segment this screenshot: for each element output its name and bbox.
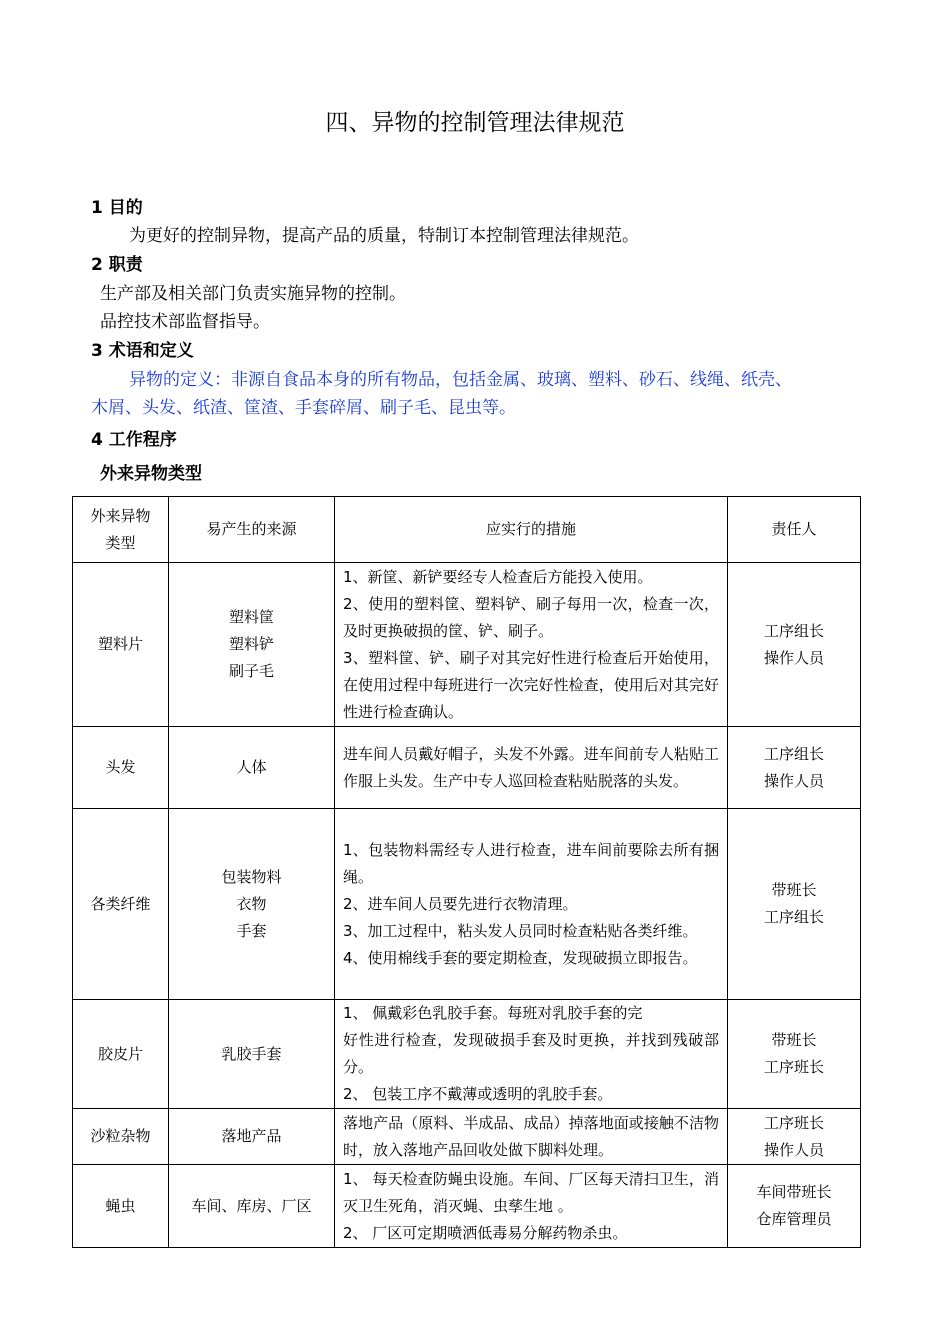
- section-1-text: 为更好的控制异物，提高产品的质量，特制订本控制管理法律规范。: [129, 226, 639, 246]
- cell-owner: 带班长 工序组长: [728, 809, 861, 1000]
- section-3-heading: 3 术语和定义: [91, 341, 194, 361]
- header-type: 外来异物 类型: [73, 497, 169, 563]
- cell-source: 人体: [169, 727, 335, 809]
- definition-line-1: 异物的定义：非源自食品本身的所有物品，包括金属、玻璃、塑料、砂石、线绳、纸壳、: [129, 370, 792, 390]
- section-4-heading: 4 工作程序: [91, 430, 177, 450]
- cell-measures: 进车间人员戴好帽子，头发不外露。进车间前专人粘贴工作服上头发。生产中专人巡回检查粘贴脱落的头发。: [335, 727, 728, 809]
- section-2-heading: 2 职责: [91, 255, 143, 275]
- table-row: [73, 1000, 861, 1109]
- header-owner: 责任人: [728, 497, 861, 563]
- cell-measures: 落地产品（原料、半成品、成品）掉落地面或接触不洁物时，放入落地产品回收处做下脚料处理。: [335, 1109, 728, 1165]
- table-row: [73, 809, 861, 1000]
- cell-source: 包装物料 衣物 手套: [169, 809, 335, 1000]
- cell-source: 塑料筐 塑料铲 刷子毛: [169, 563, 335, 727]
- cell-measures: 1、 佩戴彩色乳胶手套。每班对乳胶手套的完 好性进行检查，发现破损手套及时更换，并找到残破部分。 2、 包装工序不戴薄或透明的乳胶手套。: [335, 1000, 728, 1109]
- cell-type: 蝇虫: [73, 1165, 169, 1248]
- cell-type: 沙粒杂物: [73, 1109, 169, 1165]
- table-caption: 外来异物类型: [100, 464, 202, 484]
- section-2-line-1: 生产部及相关部门负责实施异物的控制。: [100, 284, 406, 304]
- cell-type: 塑料片: [73, 563, 169, 727]
- cell-measures: 1、包装物料需经专人进行检查，进车间前要除去所有捆绳。 2、进车间人员要先进行衣物清理。 3、加工过程中，粘头发人员同时检查粘贴各类纤维。 4、使用棉线手套的要定期检查，发现破损立即报告。: [335, 809, 728, 1000]
- cell-source: 落地产品: [169, 1109, 335, 1165]
- cell-owner: 工序班长 操作人员: [728, 1109, 861, 1165]
- cell-owner: 工序组长 操作人员: [728, 727, 861, 809]
- table-row: [73, 1109, 861, 1165]
- cell-measures: 1、 每天检查防蝇虫设施。车间、厂区每天清扫卫生，消灭卫生死角，消灭蝇、虫孳生地 。 2、 厂区可定期喷洒低毒易分解药物杀虫。: [335, 1165, 728, 1248]
- table-row: [73, 1165, 861, 1248]
- table-row: [73, 727, 861, 809]
- cell-source: 乳胶手套: [169, 1000, 335, 1109]
- definition-line-2: 木屑、头发、纸渣、筐渣、手套碎屑、刷子毛、昆虫等。: [91, 398, 516, 418]
- header-measures: 应实行的措施: [335, 497, 728, 563]
- cell-type: 各类纤维: [73, 809, 169, 1000]
- section-2-line-2: 品控技术部监督指导。: [100, 312, 270, 332]
- cell-owner: 车间带班长 仓库管理员: [728, 1165, 861, 1248]
- table-header-row: [73, 497, 861, 563]
- foreign-matter-table: [72, 496, 861, 1248]
- header-source: 易产生的来源: [169, 497, 335, 563]
- cell-owner: 工序组长 操作人员: [728, 563, 861, 727]
- cell-type: 胶皮片: [73, 1000, 169, 1109]
- cell-type: 头发: [73, 727, 169, 809]
- section-1-heading: 1 目的: [91, 198, 143, 218]
- page-title: 四、异物的控制管理法律规范: [325, 110, 625, 136]
- cell-owner: 带班长 工序班长: [728, 1000, 861, 1109]
- table-row: [73, 563, 861, 727]
- cell-source: 车间、库房、厂区: [169, 1165, 335, 1248]
- cell-measures: 1、新筐、新铲要经专人检查后方能投入使用。 2、使用的塑料筐、塑料铲、刷子每用一次，检查一次，及时更换破损的筐、铲、刷子。 3、塑料筐、铲、刷子对其完好性进行检查后开始使用，在使用过程中每班进行一次完好性检查，使用后对其完好性进行检查确认。: [335, 563, 728, 727]
